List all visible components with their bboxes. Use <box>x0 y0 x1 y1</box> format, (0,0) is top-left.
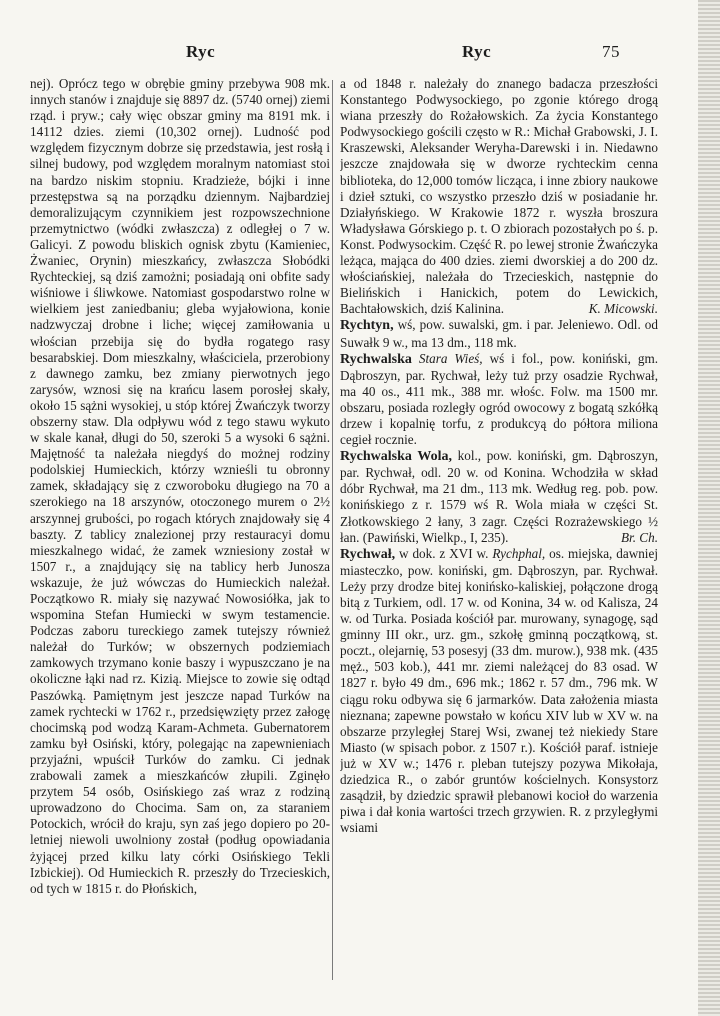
left-column-text: nej). Oprócz tego w obrębie gminy przebywa 908 mk. innych stanów i znajduje się 8897 dz. (5740 ornej) ziemi rząd. i pryw.; cały więc obszar gminy ma 8191 mk. i 14112 dzies. ziemi (10,302 ornej). Ludność pod względem fizycznym dobrze się przedstawia, jest rosłą i silnej budowy, pod względem moralnym natomiast stoi na bardzo niskim stopniu. Kradzieże, bójki i inne przestępstwa są na porządku dziennym. Najbardziej demoralizującym czynnikiem jest rozpowszechnione przemytnictwo (wódki zwłaszcza) z odległej o 7 w. Galicyi. Z powodu bliskich ognisk zbytu (Kamieniec, Żwaniec, Orynin) mieszkańcy, zwłaszcza Słobódki Rychteckiej, są dziś zamożni; posiadają oni obfite sady wiśniowe i śliwkowe. Natomiast gospodarstwo rolne w wielkiem jest zaniedbaniu; gleba wyjałowiona, konie nadzwyczaj drobne i liche; więcej zamiłowania u włościan przebija się do bydła rogatego rasy besarabskiej. Dom mieszkalny, właściciela, przerobiony z dawnego zamku, bez zmiany pierwotnych jego zarysów, wznosi się na krańcu lasem porosłej skały, około 15 sążni wysokiej, u stóp której Żwańczyk tworzy obszerny staw. Dla odpływu wód z tego stawu wykuto w skale kanał, długi do 50, szeroki 5 a wysoki 6 sążni. Majętność ta należała niegdyś do możnej rodziny podolskiej Humieckich, którzy wznieśli tu obronny zamek, składający się z czworoboku długiego na 70 a szerokiego na 18 arszynów, otoczonego murem o 2½ arszynnej grubości, po rogach których znajdowały się 4 baszty. Z tablicy znalezionej przy restauracyi domu mieszkalnego widać, że zamek wzniesiony został w 1507 r., a znajdujący się na tablicy herb Junosza wskazuje, że już wówczas do Humieckich należał. Początkowo R. miały się nazywać Nowosiółka, jak to wspomina Stefan Humiecki w swym testamencie. Podczas zaboru tureckiego zamek tutejszy również należał do Turków; w obszernych podziemiach zamkowych trzymano konie baszy i wypuszczano je na okoliczne łąki nad rz. Kizią. Miejsce to zowie się odtąd Paszówką. Pamiętnym jest jeszcze napad Turków na zamek rychtecki w 1762 r., przedsięwzięty przez załogę chocimską pod wodzą Karam-Achmeta. Gubernatorem zamku był Osiński, który, polegając na zapewnieniach przyjaźni, wpuścił Turków do zamku. Ci jednak zrabowali zamek a mieszkańców złupili. Zginęło przytem 54 osób, Osińskiego zaś wraz z rodziną uprowadzono do Chocima. Sam on, za staraniem Potockich, wrócił do kraju, syn zaś jego dopiero po 20-letniej niewoli uwolniony został (podług opowiadania żyjącej przed kilku laty córki Osińskiego Tekli Izbickiej). Od Humieckich R. przeszły do Trzecieskich, od tych w 1815 r. do Płońskich, <box>30 76 330 896</box>
entry-body: wś i fol., pow. koniński, gm. Dąbroszyn, par. Rychwał, leży tuż przy osadzie Rychwał, ma 40 os., 411 mk., 388 mr. włośc. Folw. ma 1500 mr. obszaru, posiada rozległy ogród owocowy z bogatą szkółką drzew i kopalnię torfu, z produkcyą do półtora miliona cegieł rocznie. <box>340 350 658 448</box>
entry-rychwalska <box>340 351 658 449</box>
page-edge <box>698 0 720 1016</box>
entry-rychtyn <box>340 317 658 350</box>
header-left-catchword: Ryc <box>186 42 216 61</box>
page-number: 75 <box>602 42 620 61</box>
entry-headword: Rychwalska Wola, <box>340 449 453 465</box>
entry-headword: Rychwał, <box>340 546 396 562</box>
author-signature: K. Micowski. <box>588 301 658 317</box>
left-column <box>30 76 330 986</box>
continuation-text: a od 1848 r. należały do znanego badacza przeszłości Konstantego Podwysockiego, po zgonie którego drogą wiana przeszły do Rożałowskich. Za życia Konstantego Podwysockiego gościli często w R.: Michał Grabowski, J. I. Kraszewski, Aleksander Weryha-Darewski i in. Niedawno jeszcze znajdowała się w dworze rychteckim cenna biblioteka, do 12,000 tomów licząca, i inne zbiory naukowe i dzieł sztuki, co wszystko przeszło dziś w posiadanie hr. Działyńskiego. W Krakowie 1872 r. wyszła broszura Władysława Górskiego p. t. O zbiorach pozostałych po ś. p. Konst. Podwysockim. Część R. po lewej stronie Żwańczyka leżąca, mająca do 400 dzies. ziemi dworskiej a do 200 dz. włościańskiej, należała do Trzecieskich, następnie do Bielińskich i Hanickich, potem do Lewickich, Bachtałowskich, dziś Kalinina. <box>340 76 658 317</box>
header-right-catchword: Ryc <box>462 42 492 61</box>
author-signature: Br. Ch. <box>620 529 658 545</box>
entry-rychwalska-wola <box>340 448 658 546</box>
running-header <box>0 42 700 64</box>
entry-alt-name: Rychphal, <box>492 545 546 561</box>
entry-body: kol., pow. koniński, gm. Dąbroszyn, par. Rychwał, odl. 20 w. od Konina. Wchodziła w skład dóbr Rychwał, ma 21 dm., 113 mk. Według reg. pob. pow. konińskiego z r. 1579 wś R. Wola miała w części St. Złotkowskiego 2 łany, 3 zagr. Części Rozrażewskiego ½ łan. (Pawiński, Wielkp., I, 235). <box>340 448 658 545</box>
column-divider <box>332 80 333 980</box>
entry-alt-name: Stara Wieś, <box>418 350 483 366</box>
entry-body: wś, pow. suwalski, gm. i par. Jeleniewo. Odl. od Suwałk 9 w., ma 13 dm., 118 mk. <box>340 317 658 350</box>
entry-headword: Rychwalska <box>340 351 412 367</box>
entry-body: os. miejska, dawniej miasteczko, pow. koniński, gm. Dąbroszyn, par. Rychwał. Leży przy drodze bitej konińsko-kaliskiej, połączone drogą bitą z Turkiem, odl. 17 w. od Konina, 34 w. od Kalisza, 24 w. od Turka. Posiada kościół par. murowany, synagogę, sąd gminny III okr., urz. gm., szkołę gminną początkową, st. poczt., olejarnię, 53 posesyj (33 dm. murow.), 938 mk. (435 męż., 503 kob.), 441 mr. ziemi należącej do 83 osad. W 1827 r. było 49 dm., 696 mk.; 1862 r. 57 dm., 796 mk. W ciągu roku odbywa się 6 jarmarków. Data założenia miasta nieznana; zapewne powstało w końcu XIV lub w XV w. na obszarze przyległej Starej Wsi, zwanej też niekiedy Stare Miasto (w spisach pobor. z 1507 r.). Kościół paraf. istnieje już w XV w.; 1476 r. pleban tutejszy pozywa Mikołaja, dziedzica R., o zabór gruntów kościelnych. Konsystorz zasądził, by dziedzic sprawił plebanowi kocioł do warzenia piwa i dał konia wartości trzech grzywien. R. z przyległymi wsiami <box>340 545 658 836</box>
entry-rychwal <box>340 546 658 837</box>
right-column <box>340 76 658 986</box>
entry-intro: w dok. z XVI w. <box>395 545 493 561</box>
entry-headword: Rychtyn, <box>340 318 394 334</box>
continuation-paragraph <box>340 76 658 317</box>
